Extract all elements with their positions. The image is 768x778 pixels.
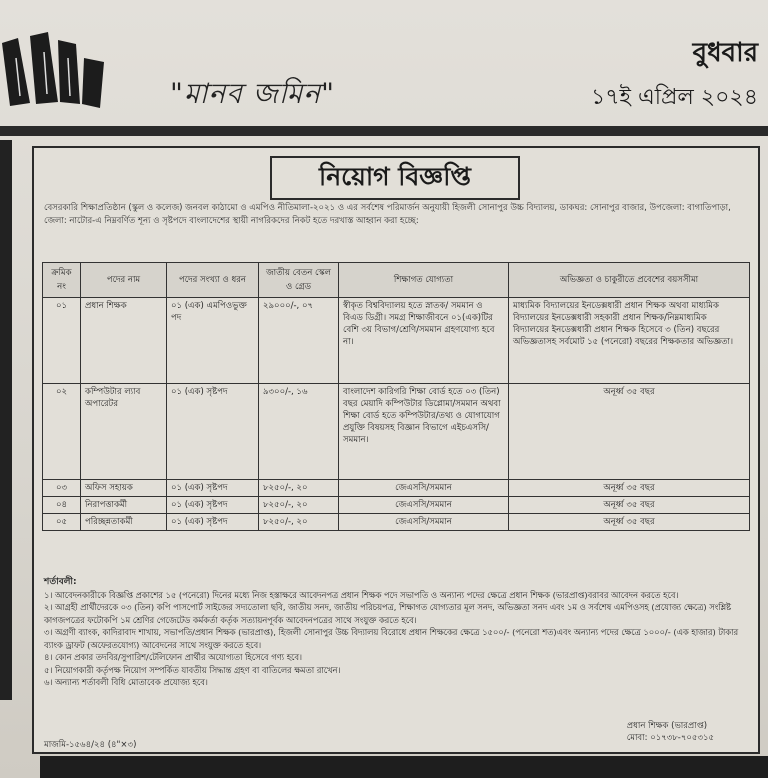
cell-post: নিরাপত্তাকর্মী (81, 497, 167, 514)
cell-sl: ০১ (43, 298, 81, 384)
terms-title: শর্তাবলী: (44, 577, 77, 587)
cell-post: কম্পিউটার ল্যাব অপারেটর (81, 384, 167, 480)
cell-scale: ৮২৫০/-, ২০ (259, 480, 339, 497)
cell-scale: ৯৩০০/-, ১৬ (259, 384, 339, 480)
cell-sl: ০২ (43, 384, 81, 480)
signature-block (627, 720, 714, 744)
cell-sl: ০৩ (43, 480, 81, 497)
cell-count: ০১ (এক) এমপিওভুক্ত পদ (167, 298, 259, 384)
cell-qualification: জেএসসি/সমমান (339, 514, 509, 531)
bottom-rule (40, 756, 768, 778)
term-item: ১। আবেদনকারীকে বিজ্ঞপ্তি প্রকাশের ১৫ (পনেরো) দিনের মধ্যে নিজ হস্তাক্ষরে আবেদনপত্র প্রধান শিক্ষক পদে সভাপতি ও অন্যান্য পদের ক্ষেত্রে প্রধান শিক্ষক (ভারপ্রাপ্ত)বরাবর আবেদন করতে হবে। (44, 589, 679, 600)
cell-sl: ০৪ (43, 497, 81, 514)
newspaper-header (0, 0, 768, 128)
table-header-row (43, 263, 750, 298)
table-row (43, 514, 750, 531)
term-item: ২। আগ্রহী প্রার্থীদেরকে ০৩ (তিন) কপি পাসপোর্ট সাইজের সদ্যতোলা ছবি, জাতীয় সনদ, জাতীয় পরিচয়পত্র, শিক্ষাগত যোগ্যতার মূল সনদ, অভিজ্ঞতা সনদ এবং ১ম ও সর্বশেষ এমপিওসহ (প্রযোজ্য ক্ষেত্রে) সংশ্লিষ্ট কাগজপত্রের ফটোকপি ১ম শ্রেণির গেজেটেড কর্মকর্তা কর্তৃক সত্যায়নপূর্বক আবেদনপত্রের সাথে সংযুক্ত করতে হবে। (44, 602, 732, 625)
column-header: শিক্ষাগত যোগ্যতা (339, 263, 509, 298)
cell-count: ০১ (এক) সৃষ্টপদ (167, 497, 259, 514)
cell-post: পরিচ্ছন্নতাকর্মী (81, 514, 167, 531)
pen-nibs-logo-icon (0, 18, 120, 113)
cell-count: ০১ (এক) সৃষ্টপদ (167, 514, 259, 531)
column-header: পদের নাম (81, 263, 167, 298)
publication-day: বুধবার (692, 38, 758, 68)
cell-post: প্রধান শিক্ষক (81, 298, 167, 384)
table-row (43, 480, 750, 497)
cell-count: ০১ (এক) সৃষ্টপদ (167, 384, 259, 480)
cell-sl: ০৫ (43, 514, 81, 531)
ad-reference: মাজমি-১৫৬৪/২৪ (৪"×৩) (44, 740, 137, 750)
terms-section (44, 576, 748, 689)
job-notice (32, 146, 760, 754)
cell-qualification: স্বীকৃত বিশ্ববিদ্যালয় হতে স্নাতক/ সমমান ও বিএড ডিগ্রী। সমগ্র শিক্ষাজীবনে ০১(এক)টির বেশি ৩য় বিভাগ/শ্রেণি/সমমান গ্রহণযোগ্য হবে না। (339, 298, 509, 384)
cell-experience: মাধ্যমিক বিদ্যালয়ের ইনডেক্সধারী প্রধান শিক্ষক অথবা মাধ্যমিক বিদ্যালয়ের ইনডেক্সধারী সহকারী প্রধান শিক্ষক/নিম্নমাধ্যমিক বিদ্যালয়ের ইনডেক্সধারী প্রধান শিক্ষক হিসেবে ৩ (তিন) বছরের অভিজ্ঞতাসহ সর্বমোট ১৫ (পনেরো) বছরের শিক্ষকতার অভিজ্ঞতা। (509, 298, 750, 384)
column-header: ক্রমিক নং (43, 263, 81, 298)
cell-qualification: জেএসসি/সমমান (339, 497, 509, 514)
term-item: ৫। নিয়োগকারী কর্তৃপক্ষ নিয়োগ সম্পর্কিত যাবতীয় সিদ্ধান্ত গ্রহণ বা বাতিলের ক্ষমতা রাখেন। (44, 664, 341, 675)
cell-experience: অনূর্ধ্ব ৩৫ বছর (509, 480, 750, 497)
cell-experience: অনূর্ধ্ব ৩৫ বছর (509, 514, 750, 531)
jobs-table (42, 262, 750, 531)
notice-intro: বেসরকারি শিক্ষাপ্রতিষ্ঠান (স্কুল ও কলেজ) জনবল কাঠামো ও এমপিও নীতিমালা-২০২১ ও এর সর্বশেষ পরিমার্জন অনুযায়ী হিজলী সোনাপুর উচ্চ বিদ্যালয়, ডাকঘর: সোনাপুর বাজার, উপজেলা: বাগাতিপাড়া, জেলা: নাটোর-এ নিম্নবর্ণিত শূন্য ও সৃষ্টপদে বাংলাদেশের স্থায়ী নাগরিকদের নিকট হতে দরখাস্ত আহ্বান করা হচ্ছে: (44, 203, 731, 226)
notice-title: নিয়োগ বিজ্ঞপ্তি (270, 156, 520, 200)
column-header: পদের সংখ্যা ও ধরন (167, 263, 259, 298)
cell-post: অফিস সহায়ক (81, 480, 167, 497)
cell-scale: ৮২৫০/-, ২০ (259, 497, 339, 514)
cell-experience: অনূর্ধ্ব ৩৫ বছর (509, 384, 750, 480)
cell-experience: অনূর্ধ্ব ৩৫ বছর (509, 497, 750, 514)
newspaper-name: "মানব জমিন" (170, 77, 335, 110)
term-item: ৬। অন্যান্য শর্তাবলী বিধি মোতাবেক প্রযোজ্য হবে। (44, 677, 208, 687)
cell-scale: ৮২৫০/-, ২০ (259, 514, 339, 531)
table-row (43, 497, 750, 514)
header-rule (0, 126, 768, 136)
signatory-mobile: মোবা: ০১৭৩৮-৭০৫৩১৫ (626, 733, 714, 743)
cell-qualification: বাংলাদেশ কারিগরি শিক্ষা বোর্ড হতে ০৩ (তিন) বছর মেয়াদি কম্পিউটার ডিপ্লোমা/সমমান অথবা শিক্ষা বোর্ড হতে কম্পিউটার/তথ্য ও যোগাযোগ প্রযুক্তি বিষয়সহ বিজ্ঞান বিভাগে এইচএসসি/সমমান। (339, 384, 509, 480)
table-row (43, 298, 750, 384)
table-row (43, 384, 750, 480)
term-item: ৩। অগ্রণী ব্যাংক, কাদিরাবাদ শাখায়, সভাপতি/প্রধান শিক্ষক (ভারপ্রাপ্ত), হিজলী সোনাপুর উচ্চ বিদ্যালয় বিরোধে প্রধান শিক্ষকের ক্ষেত্রে ১৫০০/- (পনেরো শত)এবং অন্যান্য পদের ক্ষেত্রে ১০০০/- (এক হাজার) টাকার ব্যাংক ড্রাফট (অফেরতযোগ্য) আবেদনের সাথে সংযুক্ত করতে হবে। (44, 627, 739, 650)
column-header: অভিজ্ঞতা ও চাকুরীতে প্রবেশের বয়সসীমা (509, 263, 750, 298)
adjacent-column-strip (0, 140, 12, 700)
publication-date: ১৭ই এপ্রিল ২০২৪ (590, 85, 758, 110)
column-header: জাতীয় বেতন স্কেল ও গ্রেড (259, 263, 339, 298)
signatory-title: প্রধান শিক্ষক (ভারপ্রাপ্ত) (626, 721, 708, 731)
cell-scale: ২৯০০০/-, ০৭ (259, 298, 339, 384)
term-item: ৪। কোন প্রকার তদবির/সুপারিশ/টেলিফোন প্রার্থীর অযোগ্যতা হিসেবে গণ্য হবে। (44, 652, 302, 662)
cell-count: ০১ (এক) সৃষ্টপদ (167, 480, 259, 497)
cell-qualification: জেএসসি/সমমান (339, 480, 509, 497)
